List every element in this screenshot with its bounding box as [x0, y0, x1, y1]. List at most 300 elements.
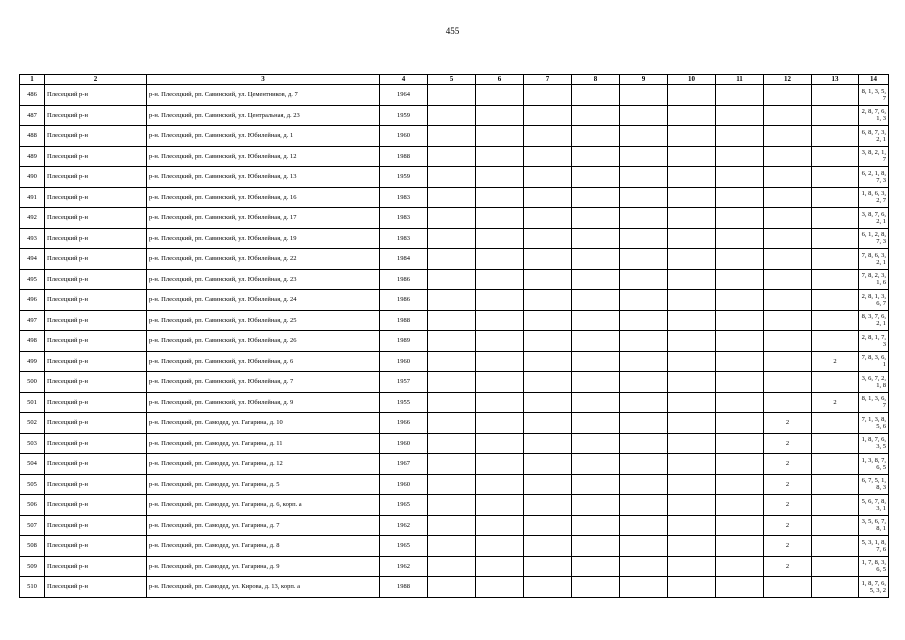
table-row [20, 249, 889, 270]
col7-cell [524, 249, 572, 270]
col11-cell [716, 187, 764, 208]
address-cell: р-н. Плесецкий, рп. Савинский, ул. Цементников, д. 7 [147, 85, 380, 106]
col12-cell [764, 372, 812, 393]
col6-cell [476, 269, 524, 290]
col8-cell [572, 536, 620, 557]
col6-cell [476, 351, 524, 372]
col7-cell [524, 413, 572, 434]
table-row [20, 85, 889, 106]
col9-cell [620, 269, 668, 290]
year-cell: 1959 [380, 167, 428, 188]
district-cell: Плесецкий р-н [45, 577, 147, 598]
column-header: 12 [764, 75, 812, 85]
col6-cell [476, 433, 524, 454]
col6-cell [476, 290, 524, 311]
col6-cell [476, 556, 524, 577]
col12-cell [764, 249, 812, 270]
col6-cell [476, 167, 524, 188]
col7-cell [524, 515, 572, 536]
district-cell: Плесецкий р-н [45, 126, 147, 147]
col8-cell [572, 249, 620, 270]
col8-cell [572, 556, 620, 577]
codes-cell: 1, 8, 6, 3, 2, 7 [859, 187, 889, 208]
col12-cell [764, 167, 812, 188]
col13-cell [812, 454, 859, 475]
col11-cell [716, 515, 764, 536]
col12-cell [764, 126, 812, 147]
col9-cell [620, 536, 668, 557]
row-number-cell: 509 [20, 556, 45, 577]
district-cell: Плесецкий р-н [45, 474, 147, 495]
col12-cell: 2 [764, 413, 812, 434]
col5-cell [428, 495, 476, 516]
year-cell: 1966 [380, 413, 428, 434]
codes-cell: 1, 8, 7, 6, 5, 3, 2 [859, 577, 889, 598]
col13-cell: 2 [812, 392, 859, 413]
codes-cell: 3, 8, 7, 6, 2, 1 [859, 208, 889, 229]
district-cell: Плесецкий р-н [45, 413, 147, 434]
year-cell: 1988 [380, 146, 428, 167]
col5-cell [428, 208, 476, 229]
col7-cell [524, 290, 572, 311]
table-row [20, 310, 889, 331]
column-header: 8 [572, 75, 620, 85]
col12-cell: 2 [764, 495, 812, 516]
col10-cell [668, 392, 716, 413]
col5-cell [428, 126, 476, 147]
col7-cell [524, 126, 572, 147]
year-cell: 1962 [380, 556, 428, 577]
col10-cell [668, 187, 716, 208]
col6-cell [476, 310, 524, 331]
district-cell: Плесецкий р-н [45, 105, 147, 126]
col9-cell [620, 413, 668, 434]
col13-cell [812, 249, 859, 270]
district-cell: Плесецкий р-н [45, 85, 147, 106]
table-row [20, 495, 889, 516]
district-cell: Плесецкий р-н [45, 167, 147, 188]
year-cell: 1962 [380, 515, 428, 536]
row-number-cell: 507 [20, 515, 45, 536]
table-row [20, 146, 889, 167]
district-cell: Плесецкий р-н [45, 146, 147, 167]
codes-cell: 2, 8, 1, 7, 3 [859, 331, 889, 352]
col10-cell [668, 126, 716, 147]
col5-cell [428, 536, 476, 557]
col11-cell [716, 331, 764, 352]
table-row [20, 228, 889, 249]
year-cell: 1960 [380, 433, 428, 454]
col11-cell [716, 208, 764, 229]
col9-cell [620, 433, 668, 454]
row-number-cell: 492 [20, 208, 45, 229]
address-cell: р-н. Плесецкий, рп. Самодед, ул. Гагарина, д. 12 [147, 454, 380, 475]
row-number-cell: 498 [20, 331, 45, 352]
district-cell: Плесецкий р-н [45, 331, 147, 352]
col8-cell [572, 474, 620, 495]
col7-cell [524, 228, 572, 249]
col12-cell [764, 392, 812, 413]
col7-cell [524, 392, 572, 413]
col6-cell [476, 208, 524, 229]
col10-cell [668, 146, 716, 167]
row-number-cell: 487 [20, 105, 45, 126]
col11-cell [716, 85, 764, 106]
col5-cell [428, 454, 476, 475]
col11-cell [716, 310, 764, 331]
col11-cell [716, 228, 764, 249]
row-number-cell: 508 [20, 536, 45, 557]
col7-cell [524, 310, 572, 331]
col5-cell [428, 515, 476, 536]
col13-cell [812, 85, 859, 106]
col13-cell [812, 269, 859, 290]
codes-cell: 3, 6, 7, 2, 1, 8 [859, 372, 889, 393]
col11-cell [716, 392, 764, 413]
col5-cell [428, 249, 476, 270]
table-row [20, 392, 889, 413]
col13-cell [812, 536, 859, 557]
row-number-cell: 501 [20, 392, 45, 413]
col12-cell [764, 105, 812, 126]
district-cell: Плесецкий р-н [45, 515, 147, 536]
row-number-cell: 506 [20, 495, 45, 516]
col11-cell [716, 269, 764, 290]
col8-cell [572, 413, 620, 434]
address-cell: р-н. Плесецкий, рп. Самодед, ул. Кирова, д. 13, корп. а [147, 577, 380, 598]
address-cell: р-н. Плесецкий, рп. Савинский, ул. Юбилейная, д. 23 [147, 269, 380, 290]
col7-cell [524, 331, 572, 352]
district-cell: Плесецкий р-н [45, 228, 147, 249]
district-cell: Плесецкий р-н [45, 433, 147, 454]
table-row [20, 126, 889, 147]
col5-cell [428, 392, 476, 413]
col9-cell [620, 228, 668, 249]
address-cell: р-н. Плесецкий, рп. Самодед, ул. Гагарина, д. 7 [147, 515, 380, 536]
address-cell: р-н. Плесецкий, рп. Савинский, ул. Юбилейная, д. 22 [147, 249, 380, 270]
col12-cell [764, 310, 812, 331]
col7-cell [524, 454, 572, 475]
row-number-cell: 495 [20, 269, 45, 290]
col6-cell [476, 372, 524, 393]
col6-cell [476, 187, 524, 208]
column-header: 9 [620, 75, 668, 85]
col11-cell [716, 577, 764, 598]
col13-cell [812, 187, 859, 208]
col10-cell [668, 331, 716, 352]
codes-cell: 8, 3, 7, 6, 2, 1 [859, 310, 889, 331]
col9-cell [620, 392, 668, 413]
col8-cell [572, 515, 620, 536]
column-header: 11 [716, 75, 764, 85]
column-header: 7 [524, 75, 572, 85]
col11-cell [716, 536, 764, 557]
column-header: 14 [859, 75, 889, 85]
address-cell: р-н. Плесецкий, рп. Савинский, ул. Центральная, д. 23 [147, 105, 380, 126]
col12-cell [764, 187, 812, 208]
col7-cell [524, 433, 572, 454]
address-cell: р-н. Плесецкий, рп. Самодед, ул. Гагарина, д. 9 [147, 556, 380, 577]
address-cell: р-н. Плесецкий, рп. Савинский, ул. Юбилейная, д. 17 [147, 208, 380, 229]
col9-cell [620, 146, 668, 167]
col6-cell [476, 126, 524, 147]
table-row [20, 105, 889, 126]
address-cell: р-н. Плесецкий, рп. Савинский, ул. Юбилейная, д. 9 [147, 392, 380, 413]
codes-cell: 1, 7, 8, 3, 6, 5 [859, 556, 889, 577]
district-cell: Плесецкий р-н [45, 187, 147, 208]
col7-cell [524, 269, 572, 290]
codes-cell: 5, 6, 7, 8, 3, 1 [859, 495, 889, 516]
codes-cell: 6, 7, 5, 1, 8, 3 [859, 474, 889, 495]
col8-cell [572, 454, 620, 475]
codes-cell: 5, 3, 1, 8, 7, 6 [859, 536, 889, 557]
address-cell: р-н. Плесецкий, рп. Савинский, ул. Юбилейная, д. 13 [147, 167, 380, 188]
col12-cell: 2 [764, 556, 812, 577]
column-header: 4 [380, 75, 428, 85]
address-cell: р-н. Плесецкий, рп. Савинский, ул. Юбилейная, д. 19 [147, 228, 380, 249]
table-row [20, 413, 889, 434]
col11-cell [716, 249, 764, 270]
col13-cell [812, 331, 859, 352]
col6-cell [476, 249, 524, 270]
col12-cell [764, 269, 812, 290]
col7-cell [524, 105, 572, 126]
row-number-cell: 496 [20, 290, 45, 311]
year-cell: 1955 [380, 392, 428, 413]
col11-cell [716, 433, 764, 454]
col10-cell [668, 208, 716, 229]
col11-cell [716, 167, 764, 188]
district-cell: Плесецкий р-н [45, 208, 147, 229]
year-cell: 1988 [380, 310, 428, 331]
col8-cell [572, 310, 620, 331]
col5-cell [428, 372, 476, 393]
table-row [20, 167, 889, 188]
table-row [20, 515, 889, 536]
register-table [19, 74, 889, 598]
district-cell: Плесецкий р-н [45, 269, 147, 290]
col13-cell [812, 372, 859, 393]
col13-cell [812, 228, 859, 249]
codes-cell: 3, 8, 2, 1, 7 [859, 146, 889, 167]
col8-cell [572, 146, 620, 167]
district-cell: Плесецкий р-н [45, 495, 147, 516]
district-cell: Плесецкий р-н [45, 536, 147, 557]
col10-cell [668, 290, 716, 311]
col9-cell [620, 249, 668, 270]
col7-cell [524, 474, 572, 495]
col6-cell [476, 577, 524, 598]
table-body [20, 85, 889, 598]
col7-cell [524, 85, 572, 106]
col7-cell [524, 372, 572, 393]
table-row [20, 290, 889, 311]
col12-cell [764, 85, 812, 106]
page-number: 455 [445, 26, 460, 36]
col10-cell [668, 495, 716, 516]
address-cell: р-н. Плесецкий, рп. Самодед, ул. Гагарина, д. 11 [147, 433, 380, 454]
year-cell: 1960 [380, 351, 428, 372]
codes-cell: 1, 8, 7, 6, 3, 5 [859, 433, 889, 454]
column-header: 6 [476, 75, 524, 85]
row-number-cell: 505 [20, 474, 45, 495]
col13-cell [812, 515, 859, 536]
year-cell: 1965 [380, 495, 428, 516]
col9-cell [620, 290, 668, 311]
col9-cell [620, 454, 668, 475]
col11-cell [716, 413, 764, 434]
col10-cell [668, 577, 716, 598]
table-row [20, 187, 889, 208]
col12-cell: 2 [764, 454, 812, 475]
col5-cell [428, 228, 476, 249]
district-cell: Плесецкий р-н [45, 249, 147, 270]
col8-cell [572, 208, 620, 229]
year-cell: 1988 [380, 577, 428, 598]
year-cell: 1960 [380, 126, 428, 147]
col7-cell [524, 536, 572, 557]
address-cell: р-н. Плесецкий, рп. Савинский, ул. Юбилейная, д. 12 [147, 146, 380, 167]
year-cell: 1983 [380, 208, 428, 229]
row-number-cell: 491 [20, 187, 45, 208]
table-row [20, 372, 889, 393]
col12-cell [764, 331, 812, 352]
col7-cell [524, 146, 572, 167]
col9-cell [620, 126, 668, 147]
column-header: 13 [812, 75, 859, 85]
col11-cell [716, 474, 764, 495]
col9-cell [620, 208, 668, 229]
col10-cell [668, 249, 716, 270]
col10-cell [668, 85, 716, 106]
col5-cell [428, 187, 476, 208]
column-header: 3 [147, 75, 380, 85]
col5-cell [428, 310, 476, 331]
col8-cell [572, 495, 620, 516]
col8-cell [572, 290, 620, 311]
row-number-cell: 500 [20, 372, 45, 393]
col13-cell [812, 413, 859, 434]
year-cell: 1959 [380, 105, 428, 126]
codes-cell: 3, 5, 6, 7, 8, 1 [859, 515, 889, 536]
col8-cell [572, 351, 620, 372]
col5-cell [428, 351, 476, 372]
table-row [20, 269, 889, 290]
row-number-cell: 490 [20, 167, 45, 188]
address-cell: р-н. Плесецкий, рп. Самодед, ул. Гагарина, д. 5 [147, 474, 380, 495]
codes-cell: 6, 1, 2, 8, 7, 3 [859, 228, 889, 249]
col8-cell [572, 105, 620, 126]
col6-cell [476, 105, 524, 126]
col10-cell [668, 556, 716, 577]
year-cell: 1986 [380, 290, 428, 311]
year-cell: 1965 [380, 536, 428, 557]
col8-cell [572, 167, 620, 188]
col13-cell: 2 [812, 351, 859, 372]
row-number-cell: 510 [20, 577, 45, 598]
col6-cell [476, 85, 524, 106]
col8-cell [572, 372, 620, 393]
col7-cell [524, 351, 572, 372]
col10-cell [668, 413, 716, 434]
year-cell: 1957 [380, 372, 428, 393]
col6-cell [476, 413, 524, 434]
col10-cell [668, 372, 716, 393]
address-cell: р-н. Плесецкий, рп. Самодед, ул. Гагарина, д. 10 [147, 413, 380, 434]
row-number-cell: 502 [20, 413, 45, 434]
col11-cell [716, 351, 764, 372]
column-header: 5 [428, 75, 476, 85]
col13-cell [812, 310, 859, 331]
table-row [20, 577, 889, 598]
col5-cell [428, 577, 476, 598]
district-cell: Плесецкий р-н [45, 372, 147, 393]
table-row [20, 474, 889, 495]
col9-cell [620, 372, 668, 393]
col8-cell [572, 392, 620, 413]
col11-cell [716, 290, 764, 311]
year-cell: 1989 [380, 331, 428, 352]
address-cell: р-н. Плесецкий, рп. Савинский, ул. Юбилейная, д. 7 [147, 372, 380, 393]
col6-cell [476, 392, 524, 413]
col11-cell [716, 454, 764, 475]
table-row [20, 536, 889, 557]
col12-cell [764, 351, 812, 372]
col10-cell [668, 515, 716, 536]
col10-cell [668, 105, 716, 126]
column-header: 2 [45, 75, 147, 85]
district-cell: Плесецкий р-н [45, 351, 147, 372]
codes-cell: 1, 3, 8, 7, 6, 5 [859, 454, 889, 475]
column-header: 1 [20, 75, 45, 85]
codes-cell: 7, 1, 3, 8, 5, 6 [859, 413, 889, 434]
year-cell: 1986 [380, 269, 428, 290]
codes-cell: 8, 1, 3, 5, 7 [859, 85, 889, 106]
col6-cell [476, 146, 524, 167]
col5-cell [428, 146, 476, 167]
col13-cell [812, 474, 859, 495]
col6-cell [476, 474, 524, 495]
codes-cell: 7, 8, 6, 3, 2, 1 [859, 249, 889, 270]
year-cell: 1984 [380, 249, 428, 270]
codes-cell: 6, 2, 1, 8, 7, 3 [859, 167, 889, 188]
col7-cell [524, 208, 572, 229]
row-number-cell: 504 [20, 454, 45, 475]
codes-cell: 8, 1, 3, 6, 7 [859, 392, 889, 413]
district-cell: Плесецкий р-н [45, 392, 147, 413]
year-cell: 1983 [380, 187, 428, 208]
table-row [20, 331, 889, 352]
year-cell: 1967 [380, 454, 428, 475]
col7-cell [524, 187, 572, 208]
col11-cell [716, 556, 764, 577]
col8-cell [572, 126, 620, 147]
district-cell: Плесецкий р-н [45, 556, 147, 577]
codes-cell: 7, 8, 3, 6, 1 [859, 351, 889, 372]
col9-cell [620, 331, 668, 352]
year-cell: 1964 [380, 85, 428, 106]
table-row [20, 556, 889, 577]
address-cell: р-н. Плесецкий, рп. Савинский, ул. Юбилейная, д. 26 [147, 331, 380, 352]
col5-cell [428, 105, 476, 126]
col12-cell [764, 146, 812, 167]
codes-cell: 6, 8, 7, 3, 2, 1 [859, 126, 889, 147]
col7-cell [524, 577, 572, 598]
col5-cell [428, 413, 476, 434]
col9-cell [620, 187, 668, 208]
col12-cell [764, 228, 812, 249]
col9-cell [620, 495, 668, 516]
